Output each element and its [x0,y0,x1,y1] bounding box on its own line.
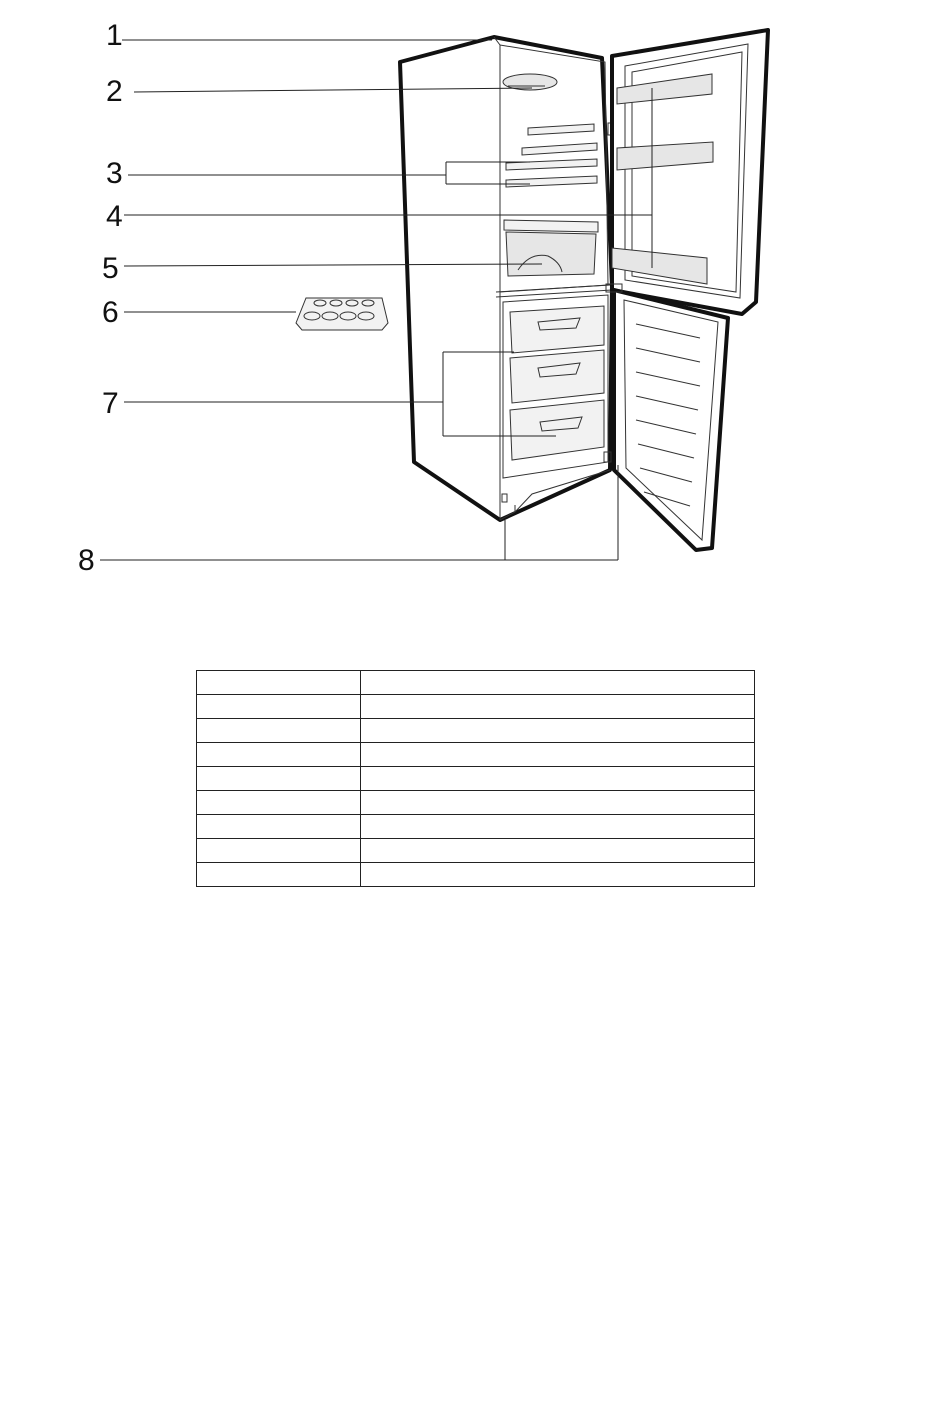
table-cell-description [361,863,755,887]
parts-legend-table [196,670,755,887]
callout-1: 1 [106,19,123,52]
fridge-freezer-diagram [0,0,950,600]
table-row [197,767,755,791]
egg-tray [296,298,388,330]
table-cell-number [197,767,361,791]
table-row [197,863,755,887]
table-row [197,695,755,719]
table-cell-description [361,719,755,743]
table-cell-description [361,815,755,839]
table-cell-description [361,839,755,863]
table-row [197,743,755,767]
table-cell-number [197,839,361,863]
table-cell-number [197,695,361,719]
callout-7: 7 [102,387,119,420]
table-cell-description [361,695,755,719]
table-row [197,719,755,743]
table-cell-number [197,863,361,887]
callout-5: 5 [102,252,119,285]
table-row [197,839,755,863]
table-cell-number [197,791,361,815]
table-cell-number [197,743,361,767]
table-row [197,815,755,839]
table-cell-number [197,719,361,743]
table-cell-description [361,791,755,815]
freezer-drawers [510,306,604,460]
callout-8: 8 [78,544,95,577]
callout-2: 2 [106,75,123,108]
callout-3: 3 [106,157,123,190]
callout-numbers [78,19,123,577]
table-cell-description [361,671,755,695]
table-cell-description [361,743,755,767]
table-row [197,671,755,695]
crisper-drawer [504,220,598,276]
table-row [197,791,755,815]
fridge-freezer-illustration [400,30,768,550]
table-cell-description [361,767,755,791]
table-cell-number [197,815,361,839]
table-cell-number [197,671,361,695]
callout-6: 6 [102,296,119,329]
callout-4: 4 [106,200,123,233]
